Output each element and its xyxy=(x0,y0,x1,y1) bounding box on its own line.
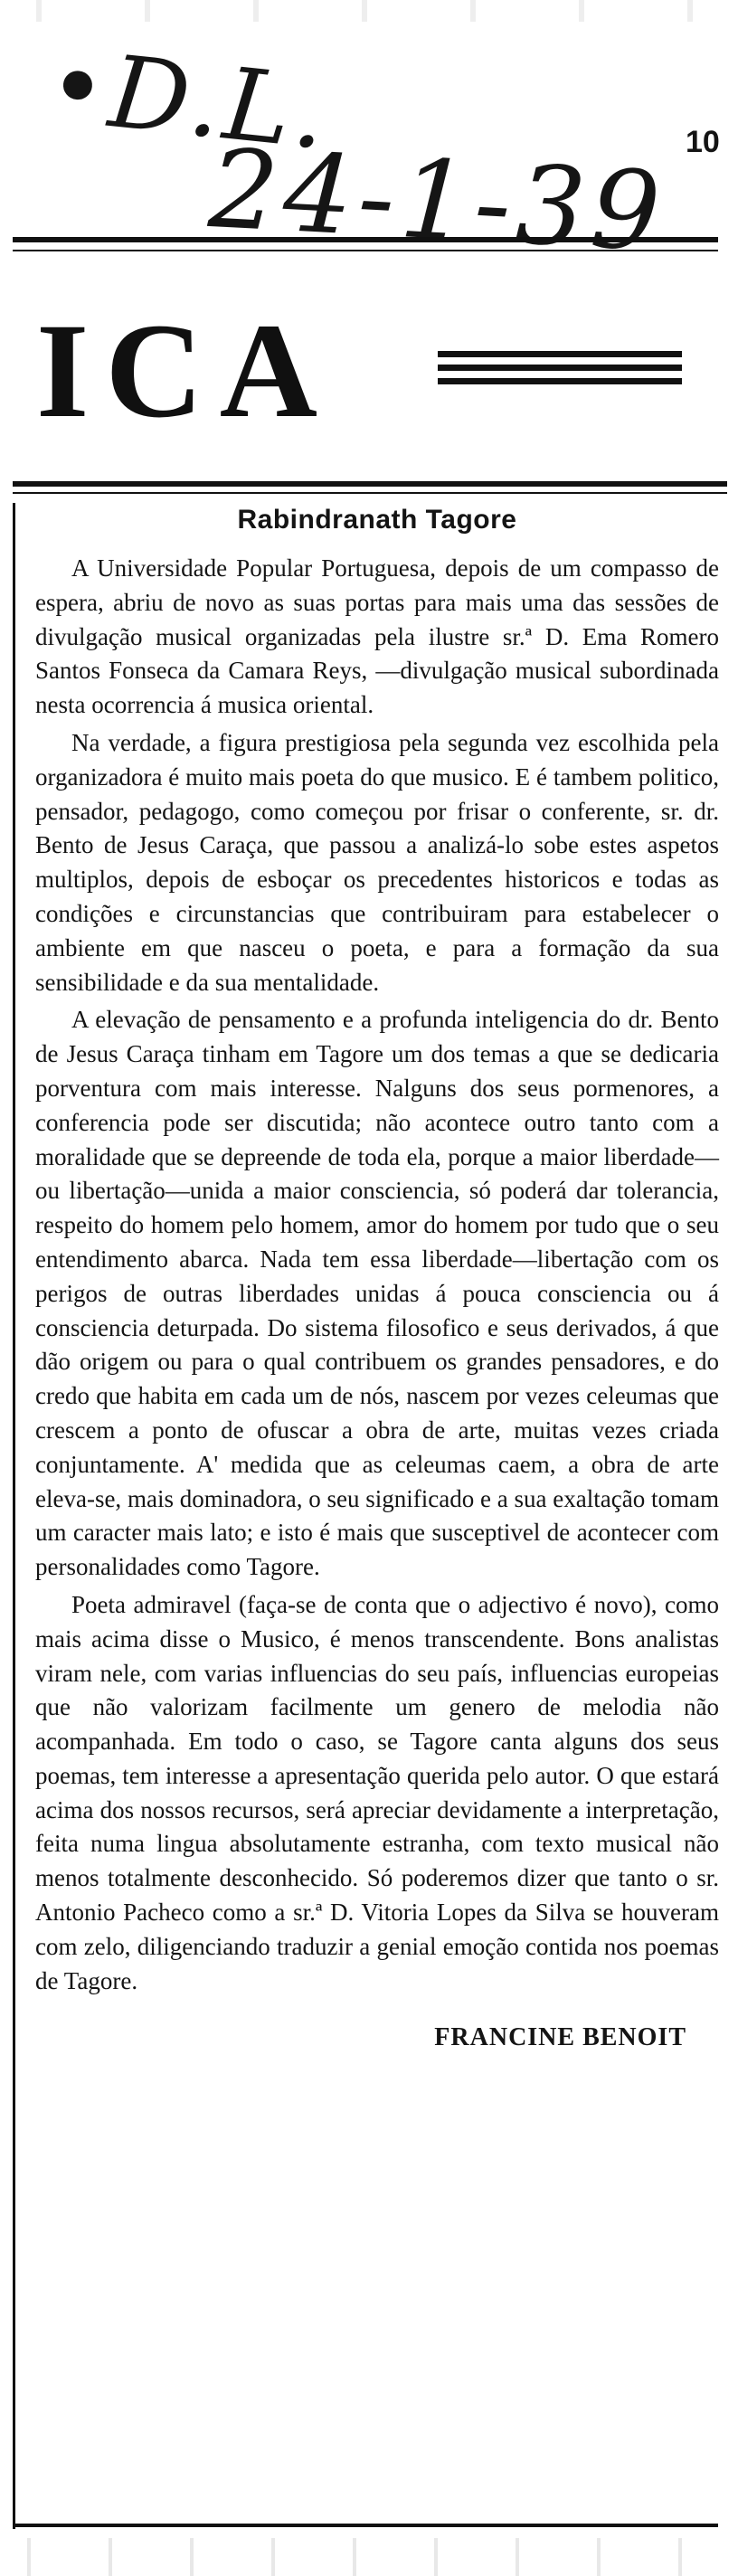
handwritten-annotation-line1: •D.L. xyxy=(42,27,336,172)
article-column xyxy=(13,503,719,2529)
heading-underline-thick xyxy=(13,481,727,487)
scan-edge-bottom xyxy=(0,2538,738,2576)
top-rule xyxy=(13,237,718,242)
scan-edge-top xyxy=(0,0,738,22)
article-paragraph: Poeta admiravel (faça-se de conta que o adjectivo é novo), como mais acima disse o Musico, é menos transcendente. Bons analistas viram nele, com varias influencias do seu país, influencias europeias que não valorizam facilmente um genero de melodia não acompanhada. Em todo o caso, se Tagore canta alguns dos seus poemas, tem interesse a apresentação querida pelo autor. O que estará acima dos nossos recursos, será apreciar devidamente a interpretação, feita numa lingua absolutamente estranha, com texto musical não menos totalmente desconhecido. Só poderemos dizer que tanto o sr. Antonio Pacheco como a sr.ª D. Vitoria Lopes da Silva se houveram com zelo, diligenciando traduzir a genial emoção contida nos poemas de Tagore. xyxy=(35,1590,719,1994)
heading-underline-thin xyxy=(13,492,727,494)
page-number: 10 xyxy=(686,125,720,159)
section-title: ICA xyxy=(36,296,335,446)
bottom-rule xyxy=(13,2524,718,2527)
ornament-bar xyxy=(438,351,682,357)
article-paragraph: A elevação de pensamento e a profunda inteligencia do dr. Bento de Jesus Caraça tinham em Tagore um dos temas a que se dedicaria porventura com mais interesse. Nalguns dos seus pormenores, a conferencia pode ser discutida; não acontece outro tanto com a moralidade que se depreende de toda ela, porque a maior liberdade—ou libertação—unida a maior consciencia, só poderá dar tolerancia, respeito do homem pelo homem, amor do homem por tudo que o seu entendimento abarca. Nada tem essa liberdade—libertação com os perigos de outras liberdades unidas á pouca consciencia ou á consciencia deturpada. Do sistema filosofico e seus derivados, á que dão origem ou para o qual contribuem os grandes pensadores, e do credo que habita em cada um de nós, nascem por vezes celeumas que crescem a ponto de ofuscar a obra de arte, muitas vezes criada conjuntamente. A' medida que as celeumas caem, a obra de arte eleva-se, mais dominadora, o seu significado e a sua exaltação tomam um caracter mais lato; e isto é mais que susceptivel de acontecer com personalidades como Tagore. xyxy=(35,1006,719,1581)
ornament-bar xyxy=(438,378,682,384)
handwritten-annotation-date: 24-1-39 xyxy=(205,127,669,277)
handwritten-annotation xyxy=(42,27,669,277)
article-paragraph: A Universidade Popular Portuguesa, depois de um compasso de espera, abriu de novo as suas portas para mais uma das sessões de divulgação musical organizadas pela ilustre sr.ª D. Ema Romero Santos Fonseca da Camara Reys, —divulgação musical subordinada nesta ocorrencia á musica oriental. xyxy=(35,554,719,719)
article-paragraph: Na verdade, a figura prestigiosa pela segunda vez escolhida pela organizadora é muito mais poeta do que musico. E é tambem politico, pensador, pedagogo, como começou por frisar o conferente, sr. dr. Bento de Jesus Caraça, que passou a analizá-lo sobe estes aspetos multiplos, depois de esboçar os precedentes historicos e todas as condições e circunstancias que contribuiram para estabelecer o ambiente em que nasceu o poeta, e para a formação da sua sensibilidade e da sua mentalidade. xyxy=(35,728,719,996)
top-rule-thin xyxy=(13,250,718,251)
heading-underline xyxy=(13,481,727,499)
section-heading xyxy=(13,296,727,446)
ornament-bar xyxy=(438,365,682,371)
article-title: Rabindranath Tagore xyxy=(237,505,517,535)
author-signature: FRANCINE BENOIT xyxy=(434,2023,686,2052)
title-ornament-bars xyxy=(438,351,682,398)
